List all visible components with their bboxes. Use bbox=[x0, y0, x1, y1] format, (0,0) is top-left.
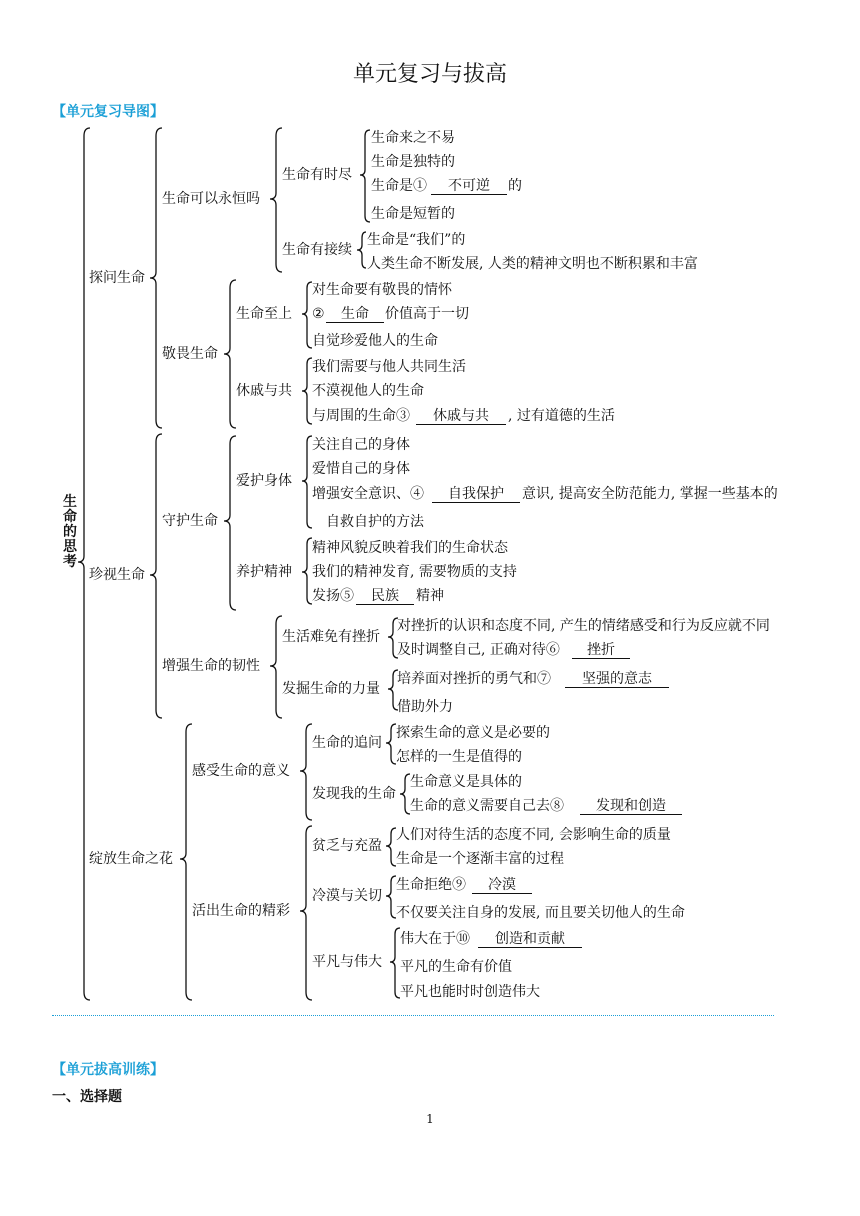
b2-s2-a-label: 生活难免有挫折 bbox=[282, 629, 380, 645]
leaf: 平凡也能时时创造伟大 bbox=[400, 984, 540, 1000]
b3-s1-label: 感受生命的意义 bbox=[192, 763, 290, 779]
b3-s2-b-label: 冷漠与关切 bbox=[312, 888, 382, 904]
leaf: 人类生命不断发展, 人类的精神文明也不断积累和丰富 bbox=[367, 256, 698, 272]
leaf: 发扬⑤ bbox=[312, 588, 354, 604]
leaf: 探索生命的意义是必要的 bbox=[396, 725, 550, 741]
section-mindmap-heading: 【单元复习导图】 bbox=[52, 104, 164, 120]
leaf: 伟大在于⑩ bbox=[400, 931, 470, 947]
leaf: 我们需要与他人共同生活 bbox=[312, 359, 466, 375]
leaf: 怎样的一生是值得的 bbox=[396, 749, 522, 765]
page-number: 1 bbox=[426, 1112, 434, 1126]
leaf: 自觉珍爱他人的生命 bbox=[312, 333, 438, 349]
leaf: 生命来之不易 bbox=[371, 130, 455, 146]
leaf: 生命是“我们”的 bbox=[367, 232, 466, 248]
page-title: 单元复习与拔高 bbox=[352, 62, 507, 87]
leaf: 意识, 提高安全防范能力, 掌握一些基本的 bbox=[522, 486, 778, 502]
b1-s1-a-label: 生命有时尽 bbox=[282, 167, 352, 183]
b2-s2-b-label: 发掘生命的力量 bbox=[282, 681, 380, 697]
leaf: 精神风貌反映着我们的生命状态 bbox=[312, 540, 508, 556]
leaf: 生命是① bbox=[371, 178, 427, 194]
answer-2: 生命 bbox=[326, 306, 384, 323]
b2-s1-a-label: 爱护身体 bbox=[236, 473, 292, 489]
answer-7: 坚强的意志 bbox=[565, 671, 669, 688]
answer-9: 冷漠 bbox=[472, 877, 532, 894]
leaf: 生命是一个逐渐丰富的过程 bbox=[396, 851, 564, 867]
leaf: 生命是短暂的 bbox=[371, 206, 455, 222]
leaf: 借助外力 bbox=[397, 699, 453, 715]
leaf: 的 bbox=[508, 178, 522, 194]
branch-b2-label: 珍视生命 bbox=[89, 567, 145, 583]
b3-s2-a-label: 贫乏与充盈 bbox=[312, 838, 382, 854]
leaf: ② bbox=[312, 306, 325, 322]
answer-4: 自我保护 bbox=[432, 486, 520, 503]
leaf: 增强安全意识、④ bbox=[312, 486, 424, 502]
b2-s2-label: 增强生命的韧性 bbox=[162, 658, 260, 674]
bracket-b3 bbox=[180, 724, 192, 1000]
b3-s2-label: 活出生命的精彩 bbox=[192, 903, 290, 919]
leaf: 人们对待生活的态度不同, 会影响生命的质量 bbox=[396, 827, 671, 843]
b1-s1-b-label: 生命有接续 bbox=[282, 242, 352, 258]
b1-s2-label: 敬畏生命 bbox=[162, 346, 218, 362]
b3-s1-b-label: 发现我的生命 bbox=[312, 786, 396, 802]
bracket-root bbox=[78, 128, 90, 1000]
branch-b3-label: 绽放生命之花 bbox=[89, 851, 173, 867]
bracket-b2 bbox=[150, 434, 162, 718]
b1-s2-b-label: 休戚与共 bbox=[236, 383, 292, 399]
leaf: 平凡的生命有价值 bbox=[400, 959, 512, 975]
leaf: 培养面对挫折的勇气和⑦ bbox=[397, 671, 551, 687]
leaf: 及时调整自己, 正确对待⑥ bbox=[397, 642, 560, 658]
leaf: 生命拒绝⑨ bbox=[396, 877, 466, 893]
leaf: 生命是独特的 bbox=[371, 154, 455, 170]
b1-s1-label: 生命可以永恒吗 bbox=[162, 191, 260, 207]
question-type-heading: 一、选择题 bbox=[52, 1089, 122, 1105]
answer-8: 发现和创造 bbox=[580, 798, 682, 815]
answer-6: 挫折 bbox=[572, 642, 630, 659]
branch-b1-label: 探问生命 bbox=[89, 270, 145, 286]
b2-s1-b-label: 养护精神 bbox=[236, 564, 292, 580]
b3-s2-c-label: 平凡与伟大 bbox=[312, 954, 382, 970]
leaf: 价值高于一切 bbox=[385, 306, 469, 322]
leaf: 对生命要有敬畏的情怀 bbox=[312, 282, 452, 298]
b1-s2-a-label: 生命至上 bbox=[236, 306, 292, 322]
leaf: 精神 bbox=[416, 588, 444, 604]
leaf: 生命意义是具体的 bbox=[410, 774, 522, 790]
leaf: 不仅要关注自身的发展, 而且要关切他人的生命 bbox=[396, 905, 685, 921]
root-label: 生 命 的 思 考 bbox=[63, 494, 77, 570]
answer-10: 创造和贡献 bbox=[478, 931, 582, 948]
answer-3: 休戚与共 bbox=[416, 408, 506, 425]
b3-s1-a-label: 生命的追问 bbox=[312, 735, 382, 751]
leaf: 与周围的生命③ bbox=[312, 408, 410, 424]
leaf: 对挫折的认识和态度不同, 产生的情绪感受和行为反应就不同 bbox=[397, 618, 770, 634]
leaf: 不漠视他人的生命 bbox=[312, 383, 424, 399]
b2-s1-label: 守护生命 bbox=[162, 513, 218, 529]
section-training-heading: 【单元拔高训练】 bbox=[52, 1062, 164, 1078]
bracket-b1 bbox=[150, 128, 162, 428]
leaf: , 过有道德的生活 bbox=[508, 408, 615, 424]
leaf: 关注自己的身体 bbox=[312, 437, 410, 453]
leaf: 爱惜自己的身体 bbox=[312, 461, 410, 477]
answer-5: 民族 bbox=[356, 588, 414, 605]
answer-1: 不可逆 bbox=[431, 178, 507, 195]
leaf: 自救自护的方法 bbox=[326, 514, 424, 530]
section-divider bbox=[52, 1015, 774, 1016]
leaf: 生命的意义需要自己去⑧ bbox=[410, 798, 564, 814]
leaf: 我们的精神发育, 需要物质的支持 bbox=[312, 564, 517, 580]
